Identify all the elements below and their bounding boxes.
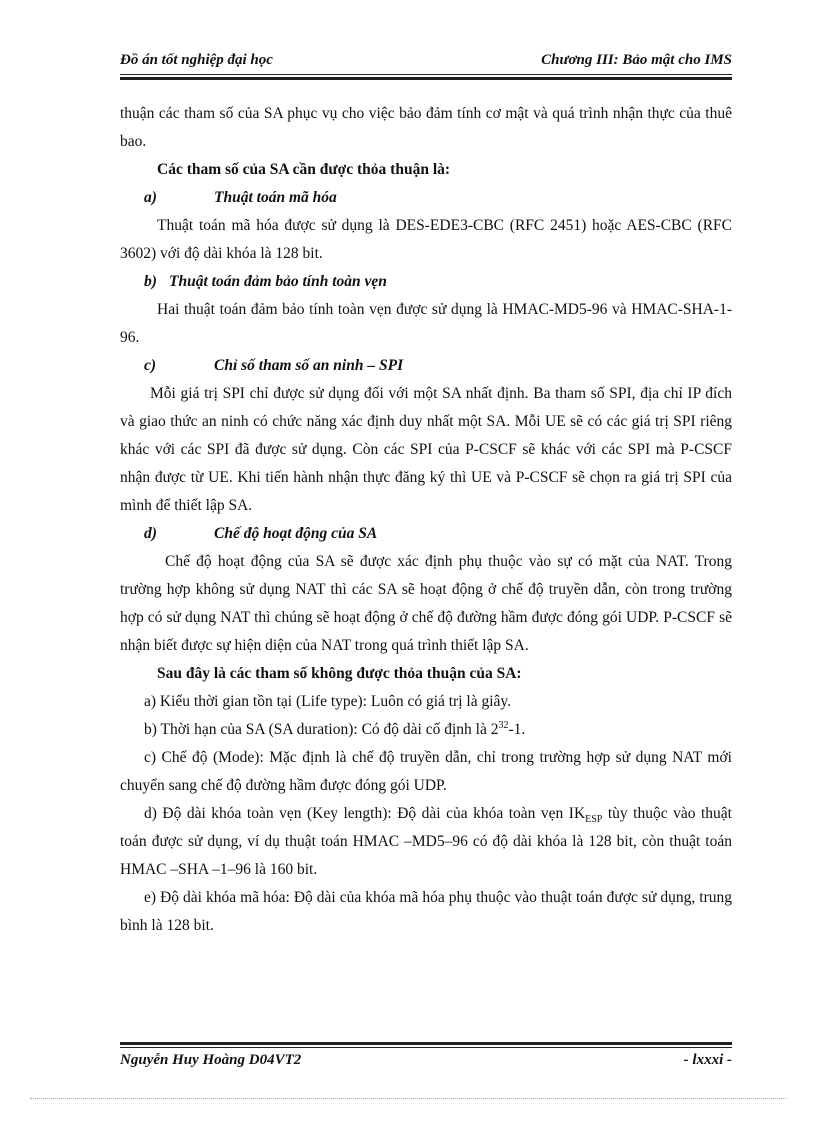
header-rule — [120, 74, 732, 80]
section-a-text: Thuật toán mã hóa được sử dụng là DES-EDE3-CBC (RFC 2451) hoặc AES-CBC (RFC 3602) với độ dài khóa là 128 bit. — [120, 217, 732, 262]
list-item-d-rest: tùy thuộc vào thuật toán được sử dụng, ví dụ thuật toán HMAC –MD5–96 có độ dài khóa là 128 bit, còn thuật toán HMAC –SHA –1–96 là 160 bit. — [120, 805, 732, 878]
section-b-label: b) — [144, 273, 157, 290]
section-a-label: a) — [144, 189, 157, 206]
list-item-a: a) Kiểu thời gian tồn tại (Life type): Luôn có giá trị là giây. — [144, 693, 512, 710]
page-body — [120, 100, 732, 940]
footer-author: Nguyễn Huy Hoàng D04VT2 — [120, 1052, 302, 1068]
section-b-heading — [120, 268, 732, 296]
section-a-title: Thuật toán mã hóa — [214, 189, 337, 206]
list-item-d-subscript: ESP — [585, 814, 603, 826]
intro-paragraph: thuận các tham số của SA phục vụ cho việc bảo đảm tính cơ mật và quá trình nhận thực của thuê bao. — [120, 105, 732, 150]
section-d-heading — [120, 520, 732, 548]
list-item-b-suffix: -1. — [508, 721, 526, 738]
list-item-b-text: b) Thời hạn của SA (SA duration): Có độ dài cố định là 2 — [144, 721, 499, 738]
section-c-label: c) — [144, 357, 157, 374]
section-c-heading — [120, 352, 732, 380]
list-item-b — [120, 716, 732, 744]
page-edge-dotted-line — [30, 1098, 786, 1099]
section-a-heading — [120, 184, 732, 212]
non-negotiated-params-title: Sau đây là các tham số không được thỏa thuận của SA: — [157, 665, 522, 682]
header-chapter-title: Chương III: Bảo mật cho IMS — [541, 52, 732, 68]
section-b-text: Hai thuật toán đảm bảo tính toàn vẹn được sử dụng là HMAC-MD5-96 và HMAC-SHA-1-96. — [120, 301, 732, 346]
footer-rule — [120, 1042, 732, 1048]
list-item-e: e) Độ dài khóa mã hóa: Độ dài của khóa mã hóa phụ thuộc vào thuật toán được sử dụng, trung bình là 128 bit. — [120, 889, 732, 934]
section-c-text: Mỗi giá trị SPI chỉ được sử dụng đối với một SA nhất định. Ba tham số SPI, địa chỉ IP đích và giao thức an ninh có chức năng xác định duy nhất một SA. Mỗi UE sẽ có các giá trị SPI riêng khác với các SPI đã được sử dụng. Còn các SPI của P-CSCF sẽ khác với các SPI mà P-CSCF nhận được từ UE. Khi tiến hành nhận thực đăng ký thì UE và P-CSCF sẽ chọn ra giá trị SPI của mình để thiết lập SA. — [120, 385, 732, 514]
list-item-b-exponent: 32 — [498, 719, 509, 731]
page-header — [120, 52, 732, 76]
header-thesis-title: Đồ án tốt nghiệp đại học — [120, 52, 273, 68]
list-item-d-text: d) Độ dài khóa toàn vẹn (Key length): Độ dài của khóa toàn vẹn IK — [144, 805, 586, 822]
page-number: - lxxxi - — [683, 1052, 732, 1068]
section-b-title: Thuật toán đảm bảo tính toàn vẹn — [169, 273, 387, 290]
section-c-title: Chỉ số tham số an ninh – SPI — [214, 357, 404, 374]
list-item-d — [120, 800, 732, 884]
section-d-title: Chế độ hoạt động của SA — [214, 525, 378, 542]
section-d-text: Chế độ hoạt động của SA sẽ được xác định phụ thuộc vào sự có mặt của NAT. Trong trường hợp không sử dụng NAT thì các SA sẽ hoạt động ở chế độ truyền dẫn, còn trong trường hợp có sử dụng NAT thì chúng sẽ hoạt động ở chế độ đường hầm được đóng gói UDP. P-CSCF sẽ nhận biết được sự hiện diện của NAT trong quá trình thiết lập SA. — [120, 553, 732, 654]
page-footer — [120, 1052, 732, 1076]
negotiated-params-title: Các tham số của SA cần được thỏa thuận là: — [157, 161, 451, 178]
list-item-c: c) Chế độ (Mode): Mặc định là chế độ truyền dẫn, chỉ trong trường hợp sử dụng NAT mới chuyển sang chế độ đường hầm được đóng gói UDP. — [120, 749, 732, 794]
section-d-label: d) — [144, 525, 157, 542]
